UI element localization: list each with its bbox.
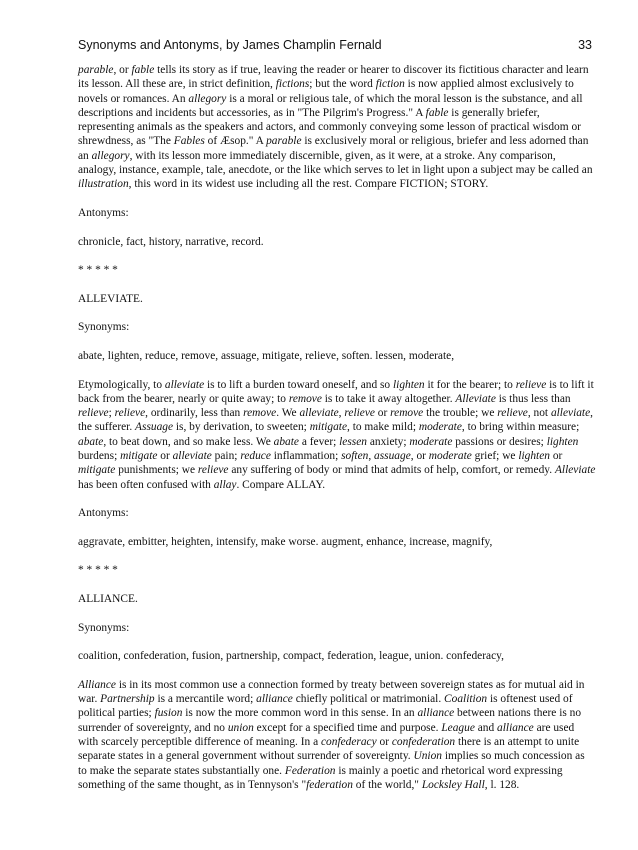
text-run: * * * * * bbox=[78, 264, 118, 277]
italic-text: allay bbox=[213, 478, 237, 491]
italic-text: League bbox=[441, 721, 475, 734]
text-run: ; bbox=[108, 407, 115, 420]
text-run: pain; bbox=[211, 450, 241, 463]
paragraph bbox=[78, 320, 596, 334]
text-run: , the sufferer. bbox=[78, 407, 594, 434]
italic-text: remove bbox=[288, 392, 322, 405]
italic-text: reduce bbox=[240, 450, 271, 463]
italic-text: relieve bbox=[344, 407, 375, 420]
paragraph bbox=[78, 292, 596, 306]
text-run: and bbox=[474, 721, 498, 734]
text-run: is exclusively moral or religious, briefer and less adorned than an bbox=[78, 135, 589, 162]
text-run: of the world," bbox=[352, 778, 422, 791]
italic-text: alleviate bbox=[172, 450, 212, 463]
text-run: implies so much concession as to make the separate states substantially one. bbox=[78, 750, 585, 777]
italic-text: Partnership bbox=[100, 693, 155, 706]
text-run: grief; we bbox=[471, 450, 519, 463]
italic-text: federation bbox=[306, 778, 353, 791]
text-run: the trouble; we bbox=[423, 407, 498, 420]
italic-text: allegory bbox=[188, 92, 227, 105]
italic-text: relieve bbox=[197, 464, 229, 477]
italic-text: Coalition bbox=[444, 693, 488, 706]
italic-text: moderate bbox=[428, 450, 472, 463]
italic-text: mitigate bbox=[120, 450, 158, 463]
page-number: 33 bbox=[578, 38, 592, 52]
paragraph bbox=[78, 378, 596, 492]
italic-text: alleviate bbox=[299, 407, 339, 420]
italic-text: abate bbox=[78, 435, 104, 448]
paragraph bbox=[78, 63, 596, 192]
italic-text: abate bbox=[273, 435, 299, 448]
italic-text: Alliance bbox=[78, 678, 116, 691]
italic-text: lighten bbox=[518, 450, 550, 463]
italic-text: soften bbox=[341, 450, 369, 463]
text-run: is mainly a poetic and rhetorical word expressing something of the same thought, as in Tennyson's " bbox=[78, 764, 563, 791]
text-run: , bbox=[368, 450, 375, 463]
text-run: ALLIANCE. bbox=[78, 592, 138, 605]
italic-text: Alleviate bbox=[554, 464, 596, 477]
paragraph bbox=[78, 535, 596, 549]
text-run: , to bring within measure; bbox=[461, 421, 580, 434]
paragraph bbox=[78, 349, 596, 363]
text-run: is now the more common word in this sense. In an bbox=[182, 707, 418, 720]
italic-text: alliance bbox=[417, 707, 455, 720]
text-run: has been often confused with bbox=[78, 478, 214, 491]
italic-text: remove bbox=[243, 407, 277, 420]
italic-text: relieve bbox=[78, 407, 109, 420]
text-run: is to lift it back from the bearer, nearly or quite away; to bbox=[78, 378, 594, 405]
text-run: inflammation; bbox=[270, 450, 342, 463]
text-run: is thus less than bbox=[495, 392, 571, 405]
italic-text: alliance bbox=[497, 721, 534, 734]
text-run: ALLEVIATE. bbox=[78, 292, 143, 305]
paragraph bbox=[78, 649, 596, 663]
italic-text: Union bbox=[413, 750, 442, 763]
italic-text: fictions bbox=[275, 78, 310, 91]
paragraph bbox=[78, 263, 596, 277]
italic-text: confederacy bbox=[321, 735, 377, 748]
italic-text: alleviate bbox=[164, 378, 205, 391]
text-run: * * * * * bbox=[78, 564, 118, 577]
text-run: anxiety; bbox=[366, 435, 410, 448]
text-run: chronicle, fact, history, narrative, record. bbox=[78, 235, 264, 248]
italic-text: alleviate bbox=[550, 407, 591, 420]
paragraph bbox=[78, 563, 596, 577]
paragraph bbox=[78, 678, 596, 792]
italic-text: Fables bbox=[173, 135, 205, 148]
text-run: any suffering of body or mind that admits of help, comfort, or remedy. bbox=[228, 464, 555, 477]
text-run: burdens; bbox=[78, 450, 121, 463]
italic-text: Federation bbox=[284, 764, 336, 777]
text-run: , l. 128. bbox=[484, 778, 520, 791]
text-run: a fever; bbox=[298, 435, 340, 448]
text-run: Synonyms: bbox=[78, 621, 130, 634]
paragraph bbox=[78, 592, 596, 606]
text-run: it for the bearer; to bbox=[424, 378, 516, 391]
italic-text: relieve bbox=[114, 407, 146, 420]
italic-text: parable bbox=[266, 135, 302, 148]
text-run: is in its most common use a connection formed by treaty between sovereign states as for mutual aid in war. bbox=[78, 678, 585, 706]
text-run: of Æsop." A bbox=[204, 135, 267, 148]
paragraph bbox=[78, 506, 596, 520]
text-run: Synonyms: bbox=[78, 321, 130, 334]
text-run: , not bbox=[527, 407, 551, 420]
paragraph bbox=[78, 621, 596, 635]
text-run: abate, lighten, reduce, remove, assuage, mitigate, relieve, soften. lessen, moderate, bbox=[78, 349, 455, 362]
text-run: coalition, confederation, fusion, partnership, compact, federation, league, union. confederacy, bbox=[78, 650, 504, 663]
text-run: is a mercantile word; bbox=[154, 693, 257, 706]
italic-text: Alleviate bbox=[455, 392, 496, 405]
text-run: is a moral or religious tale, of which the moral lesson is the substance, and all descriptions and incidents but accessories, as in "The Pilgrim's Progress." A bbox=[78, 92, 583, 119]
text-run: or bbox=[549, 450, 563, 463]
text-run: ; but the word bbox=[309, 78, 376, 91]
italic-text: remove bbox=[390, 407, 424, 420]
text-run: aggravate, embitter, heighten, intensify, make worse. augment, enhance, increase, magnify, bbox=[78, 535, 493, 548]
text-run: , or bbox=[113, 64, 132, 76]
text-run: . Compare ALLAY. bbox=[236, 478, 326, 491]
text-run: or bbox=[376, 735, 392, 748]
text-run: are used with scarcely perceptible difference of meaning. In a bbox=[78, 721, 575, 748]
text-run: passions or desires; bbox=[452, 435, 547, 448]
text-run: Etymologically, to bbox=[78, 378, 165, 391]
text-run: , or bbox=[410, 450, 429, 463]
italic-text: fable bbox=[425, 106, 449, 119]
text-run: there is an attempt to unite separate states in a general government without surrender of sovereignty. bbox=[78, 735, 580, 763]
page-header bbox=[78, 38, 592, 56]
paragraph bbox=[78, 235, 596, 249]
document-title: Synonyms and Antonyms, by James Champlin Fernald bbox=[78, 38, 382, 52]
italic-text: Locksley Hall bbox=[421, 778, 485, 791]
italic-text: union bbox=[227, 721, 254, 734]
text-run: , ordinarily, less than bbox=[145, 407, 244, 420]
text-run: tells its story as if true, leaving the reader or hearer to discover its fictitious character and learn its lesson. All these are, in strict definition, bbox=[78, 64, 589, 91]
italic-text: lessen bbox=[339, 435, 367, 448]
italic-text: confederation bbox=[391, 735, 456, 748]
text-run: chiefly political or matrimonial. bbox=[292, 693, 445, 706]
text-run: is to take it away altogether. bbox=[321, 392, 456, 405]
italic-text: lighten bbox=[392, 378, 425, 391]
italic-text: relieve bbox=[515, 378, 547, 391]
text-run: or bbox=[374, 407, 391, 420]
text-run: . We bbox=[276, 407, 300, 420]
italic-text: parable bbox=[78, 64, 114, 76]
text-run: or bbox=[157, 450, 173, 463]
italic-text: lighten bbox=[546, 435, 579, 448]
italic-text: assuage bbox=[374, 450, 411, 463]
italic-text: moderate bbox=[418, 421, 462, 434]
italic-text: fiction bbox=[375, 78, 405, 91]
italic-text: mitigate bbox=[309, 421, 348, 434]
text-run: is, by derivation, to sweeten; bbox=[173, 421, 310, 434]
text-run: , this word in its widest use including all the rest. Compare FICTION; STORY. bbox=[128, 178, 489, 191]
text-run: , with its lesson more immediately discernible, given, as it were, at a stroke. Any comparison, analogy, instance, example, tale, anecdote, or the like which serves to let in light upon a subject may be called an bbox=[78, 149, 593, 177]
text-run: except for a specified time and purpose. bbox=[253, 721, 442, 734]
italic-text: alliance bbox=[256, 693, 293, 706]
page-body bbox=[78, 63, 596, 806]
italic-text: Assuage bbox=[135, 421, 174, 434]
text-run: is generally briefer, representing animals as the speakers and actors, and commonly conveying some lesson of practical wisdom or shrewdness, as "The bbox=[78, 106, 581, 148]
text-run: , to make mild; bbox=[347, 421, 419, 434]
italic-text: illustration bbox=[78, 178, 129, 191]
text-run: is to lift a burden toward oneself, and so bbox=[204, 378, 393, 391]
text-run: , to beat down, and so make less. We bbox=[103, 435, 274, 448]
italic-text: relieve bbox=[497, 407, 528, 420]
text-run: is oftenest used of political parties; bbox=[78, 693, 573, 720]
italic-text: allegory bbox=[91, 149, 130, 162]
italic-text: moderate bbox=[409, 435, 453, 448]
italic-text: fable bbox=[131, 64, 155, 76]
paragraph bbox=[78, 206, 596, 220]
text-run: punishments; we bbox=[115, 464, 198, 477]
text-run: Antonyms: bbox=[78, 206, 129, 219]
italic-text: fusion bbox=[154, 707, 183, 720]
text-run: is now applied almost exclusively to novels or romances. An bbox=[78, 78, 574, 105]
italic-text: mitigate bbox=[78, 464, 116, 477]
text-run: Antonyms: bbox=[78, 507, 129, 520]
text-run: , bbox=[338, 407, 345, 420]
text-run: between nations there is no surrender of sovereignty, and no bbox=[78, 707, 582, 734]
